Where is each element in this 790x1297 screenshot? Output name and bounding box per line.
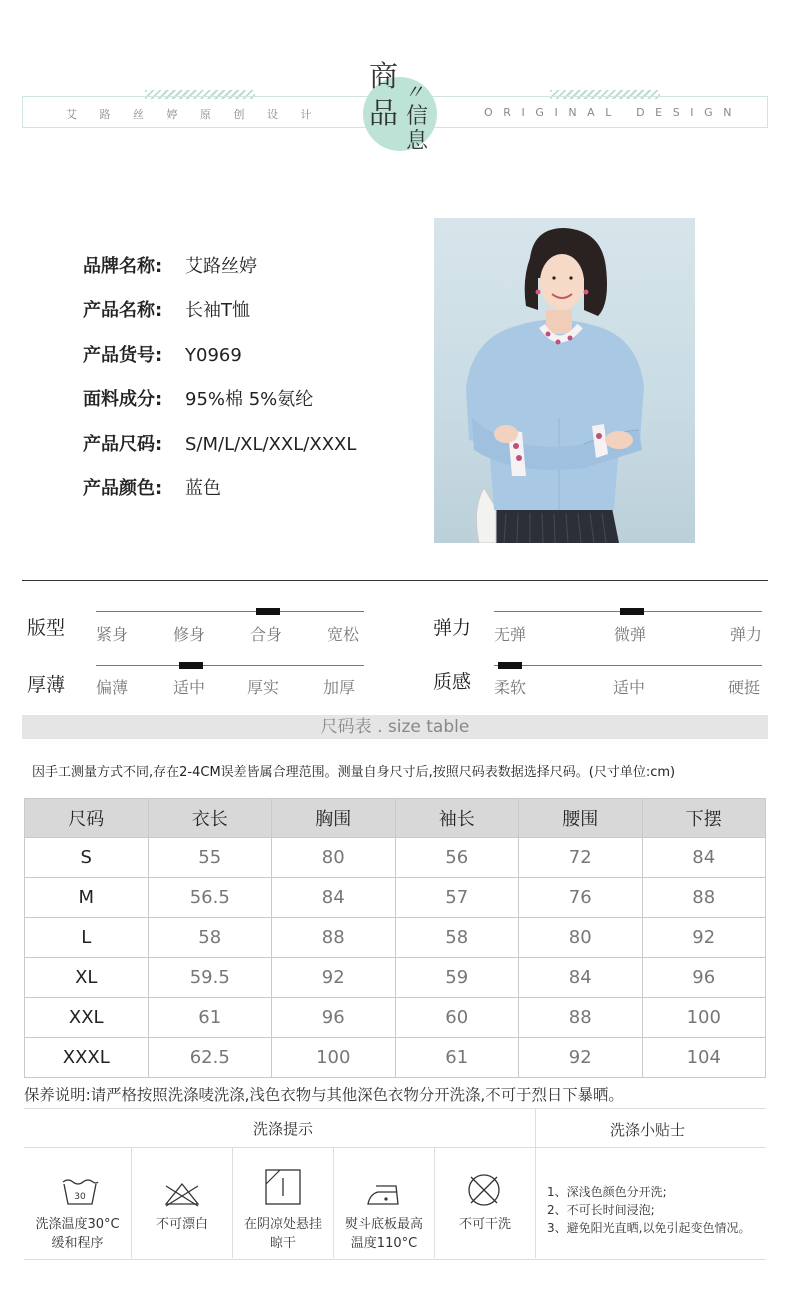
- attr-texture-option: 硬挺: [728, 678, 761, 697]
- wash-caption-line: 在阴凉处悬挂: [243, 1217, 322, 1232]
- info-color-value: 蓝色: [185, 478, 221, 499]
- table-cell: 58: [395, 918, 519, 958]
- table-header-cell: 袖长: [395, 799, 519, 838]
- header-title-char-1: 商: [369, 59, 399, 93]
- table-row: [25, 918, 766, 958]
- header-title-mark: 〃: [404, 80, 424, 104]
- attr-thickness-option: 偏薄: [96, 678, 129, 697]
- info-brand: [83, 252, 257, 278]
- table-header-cell: 腰围: [519, 799, 643, 838]
- wash-caption-line: 熨斗底板最高: [344, 1217, 423, 1232]
- no-dry-clean-icon: [466, 1172, 502, 1208]
- table-cell: 55: [148, 838, 272, 878]
- info-name: [83, 296, 250, 322]
- info-fabric: [83, 385, 313, 411]
- wash-tip: 2、不可长时间浸泡;: [547, 1203, 655, 1217]
- attr-texture-scale: [494, 665, 762, 666]
- table-cell: 59: [395, 958, 519, 998]
- table-cell: 60: [395, 998, 519, 1038]
- table-cell: 100: [642, 998, 766, 1038]
- wash-caption: [334, 1215, 434, 1253]
- table-cell: 57: [395, 878, 519, 918]
- header-left-text: 艾路丝婷原创设计: [66, 108, 334, 121]
- header-title-char-3: 信: [406, 104, 429, 129]
- table-row: [25, 878, 766, 918]
- table-cell: 84: [519, 958, 643, 998]
- table-cell: 76: [519, 878, 643, 918]
- table-cell: 88: [519, 998, 643, 1038]
- no-bleach-icon: [162, 1180, 202, 1208]
- table-cell: M: [25, 878, 149, 918]
- model-illustration: [434, 218, 695, 543]
- info-name-value: 长袖T恤: [185, 300, 250, 321]
- line-dry-shade-icon: [264, 1168, 302, 1206]
- table-row: [25, 1038, 766, 1078]
- wash-col-divider: [131, 1148, 132, 1258]
- info-fabric-key: 面料成分:: [83, 389, 163, 410]
- table-cell: XXL: [25, 998, 149, 1038]
- attr-thickness-label: 厚薄: [27, 674, 66, 696]
- table-row: [25, 838, 766, 878]
- table-cell: 80: [519, 918, 643, 958]
- table-header-row: [25, 799, 766, 838]
- table-cell: 72: [519, 838, 643, 878]
- info-sku-key: 产品货号:: [83, 345, 163, 366]
- wash-tip: 1、深浅色颜色分开洗;: [547, 1185, 667, 1199]
- size-table-note: 因手工测量方式不同,存在2-4CM误差皆属合理范围。测量自身尺寸后,按照尺码表数据选择尺码。(尺寸单位:cm): [32, 765, 676, 780]
- table-header-cell: 尺码: [25, 799, 149, 838]
- info-color: [83, 474, 221, 500]
- table-cell: 88: [642, 878, 766, 918]
- wash-caption: [132, 1215, 232, 1234]
- attr-texture-marker: [498, 662, 522, 669]
- size-table: [24, 798, 766, 1078]
- wash-caption-line: 温度110°C: [350, 1236, 418, 1251]
- attr-fit-option: 紧身: [96, 625, 129, 644]
- wash-heading-right: 洗涤小贴士: [610, 1121, 686, 1139]
- info-name-key: 产品名称:: [83, 300, 163, 321]
- attr-thickness-marker: [179, 662, 203, 669]
- section-divider: [22, 580, 768, 581]
- table-cell: 92: [642, 918, 766, 958]
- table-cell: 92: [519, 1038, 643, 1078]
- table-cell: 100: [272, 1038, 396, 1078]
- table-cell: 92: [272, 958, 396, 998]
- header-right-text: ORIGINAL DESIGN: [484, 106, 743, 119]
- attr-fit-label: 版型: [27, 617, 66, 639]
- wash-head-divider: [24, 1147, 766, 1148]
- info-sizes: [83, 430, 356, 456]
- attr-elasticity-marker: [620, 608, 644, 615]
- care-note: 保养说明:请严格按照洗涤唛洗涤,浅色衣物与其他深色衣物分开洗涤,不可于烈日下暴晒。: [24, 1086, 624, 1104]
- info-brand-value: 艾路丝婷: [185, 256, 257, 277]
- table-cell: 80: [272, 838, 396, 878]
- attr-fit-option: 合身: [250, 625, 283, 644]
- info-sizes-value: S/M/L/XL/XXL/XXXL: [185, 434, 357, 455]
- attr-elasticity-label: 弹力: [433, 617, 472, 639]
- header-title-char-4: 息: [406, 129, 429, 154]
- table-cell: 84: [642, 838, 766, 878]
- table-cell: 59.5: [148, 958, 272, 998]
- wash-caption: [435, 1215, 535, 1234]
- table-cell: 62.5: [148, 1038, 272, 1078]
- table-cell: 96: [642, 958, 766, 998]
- wash-col-divider: [434, 1148, 435, 1258]
- table-cell: 58: [148, 918, 272, 958]
- product-photo: [434, 218, 695, 543]
- table-cell: 56.5: [148, 878, 272, 918]
- table-header-cell: 衣长: [148, 799, 272, 838]
- wash-caption-line: 晾干: [269, 1236, 296, 1251]
- wash-main-divider: [535, 1108, 536, 1258]
- wash-heading-left: 洗涤提示: [253, 1120, 314, 1138]
- table-cell: 84: [272, 878, 396, 918]
- table-header-cell: 胸围: [272, 799, 396, 838]
- table-cell: L: [25, 918, 149, 958]
- wash-tip: 3、避免阳光直晒,以免引起变色情况。: [547, 1221, 751, 1235]
- attr-elasticity-option: 微弹: [614, 625, 647, 644]
- wash-30-badge: 30: [74, 1192, 86, 1202]
- table-cell: 61: [148, 998, 272, 1038]
- wash-caption-line: 不可干洗: [458, 1217, 511, 1232]
- attr-texture-option: 适中: [613, 678, 646, 697]
- info-brand-key: 品牌名称:: [83, 256, 163, 277]
- wash-30-icon: [60, 1176, 100, 1208]
- info-sku-value: Y0969: [185, 345, 242, 366]
- attr-thickness-option: 适中: [173, 678, 206, 697]
- attr-thickness-scale: [96, 665, 364, 666]
- wash-caption-line: 洗涤温度30°C: [35, 1217, 120, 1232]
- table-cell: 56: [395, 838, 519, 878]
- wash-caption-line: 不可漂白: [155, 1217, 208, 1232]
- table-cell: XL: [25, 958, 149, 998]
- wash-caption-line: 缓和程序: [51, 1236, 104, 1251]
- attr-fit-scale: [96, 611, 364, 612]
- table-row: [25, 998, 766, 1038]
- attr-elasticity-option: 无弹: [494, 625, 527, 644]
- table-row: [25, 958, 766, 998]
- attr-elasticity-option: 弹力: [730, 625, 763, 644]
- header-title-char-2: 品: [369, 96, 399, 130]
- table-cell: 88: [272, 918, 396, 958]
- info-sizes-key: 产品尺码:: [83, 434, 163, 455]
- info-fabric-value: 95%棉 5%氨纶: [185, 389, 314, 410]
- attr-texture-label: 质感: [433, 671, 472, 693]
- iron-icon: [364, 1180, 404, 1208]
- attr-fit-option: 修身: [173, 625, 206, 644]
- table-cell: 96: [272, 998, 396, 1038]
- info-color-key: 产品颜色:: [83, 478, 163, 499]
- info-sku: [83, 341, 242, 367]
- table-cell: XXXL: [25, 1038, 149, 1078]
- table-cell: 104: [642, 1038, 766, 1078]
- attr-thickness-option: 厚实: [247, 678, 280, 697]
- table-cell: 61: [395, 1038, 519, 1078]
- wash-caption: [233, 1215, 333, 1253]
- attr-fit-marker: [256, 608, 280, 615]
- table-cell: S: [25, 838, 149, 878]
- attr-fit-option: 宽松: [327, 625, 360, 644]
- attr-texture-option: 柔软: [494, 678, 527, 697]
- wash-caption: [24, 1215, 131, 1253]
- size-table-title: 尺码表 . size table: [22, 715, 768, 739]
- table-header-cell: 下摆: [642, 799, 766, 838]
- attr-thickness-option: 加厚: [323, 678, 356, 697]
